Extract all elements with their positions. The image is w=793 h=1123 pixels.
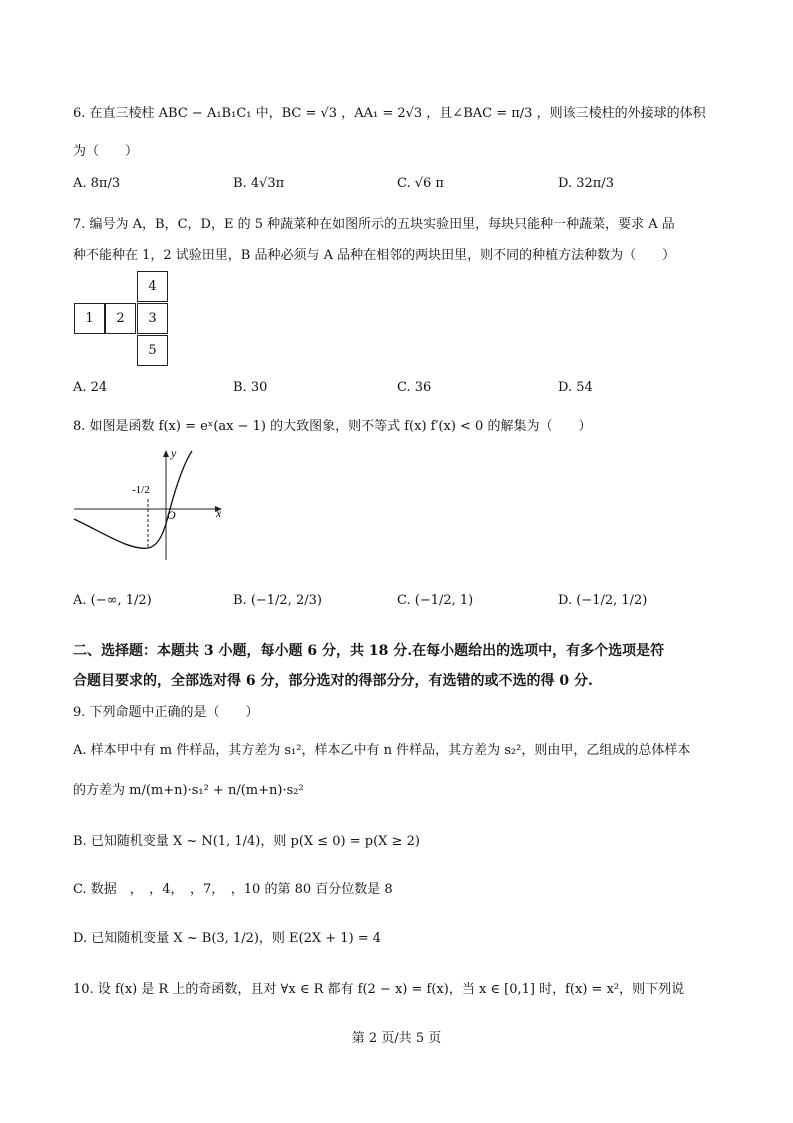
q7-option-c: C. 36: [397, 380, 432, 395]
q7-option-d: D. 54: [558, 380, 593, 395]
q6-stem-line1: 6. 在直三棱柱 ABC − A₁B₁C₁ 中，BC = √3 ，AA₁ = 2√3 ，且∠BAC = π/3 ，则该三棱柱的外接球的体积: [73, 106, 706, 121]
grid-cell-4: 4: [137, 271, 168, 302]
q9-option-c: C. 数据 ， ，4， ，7， ，10 的第 80 百分位数是 8: [73, 882, 393, 897]
q9-stem: 9. 下列命题中正确的是（ ）: [73, 705, 259, 720]
q7-stem-line2: 种不能种在 1，2 试验田里，B 品种必须与 A 品种在相邻的两块田里，则不同的种植方法种数为（ ）: [73, 248, 676, 263]
q8-option-b: B. (−1/2, 2/3): [233, 593, 322, 608]
q6-option-b: B. 4√3π: [233, 176, 285, 191]
page-footer: 第 2 页/共 5 页: [351, 1031, 442, 1046]
y-label: y: [171, 446, 177, 460]
q8-option-c: C. (−1/2, 1): [397, 593, 474, 608]
q8-function-graph: [70, 445, 230, 565]
q6-option-a: A. 8π/3: [73, 176, 121, 191]
q9-option-d: D. 已知随机变量 X ~ B(3, 1/2)，则 E(2X + 1) = 4: [73, 931, 382, 946]
section2-heading-line1: 二、选择题：本题共 3 小题，每小题 6 分，共 18 分.在每小题给出的选项中，有多个选项是符: [73, 643, 665, 659]
grid-cell-3: 3: [137, 303, 168, 334]
q7-option-b: B. 30: [233, 380, 268, 395]
origin-label: O: [167, 508, 176, 522]
q8-option-d: D. (−1/2, 1/2): [558, 593, 648, 608]
q8-option-a: A. (−∞, 1/2): [73, 593, 152, 608]
y-axis-arrow: [163, 450, 169, 457]
grid-cell-5: 5: [137, 335, 168, 366]
q6-option-d: D. 32π/3: [558, 176, 614, 191]
function-curve: [74, 451, 192, 548]
q6-option-c: C. √6 π: [397, 176, 444, 191]
q6-stem-line2: 为（ ）: [73, 144, 139, 159]
q8-stem-line1: 8. 如图是函数 f(x) = eˣ(ax − 1) 的大致图象，则不等式 f(x) f′(x) < 0 的解集为（ ）: [73, 419, 592, 434]
section2-heading-line2: 合题目要求的，全部选对得 6 分，部分选对的得部分分，有选错的或不选的得 0 分.: [73, 673, 593, 689]
q9-option-a-line2: 的方差为 m/(m+n)·s₁² + n/(m+n)·s₂²: [73, 783, 304, 798]
q10-stem-line1: 10. 设 f(x) 是 R 上的奇函数，且对 ∀x ∈ R 都有 f(2 − x) = f(x)，当 x ∈ [0,1] 时，f(x) = x²，则下列说: [73, 982, 685, 997]
mark-label: -1/2: [132, 484, 150, 496]
q7-stem-line1: 7. 编号为 A，B，C，D，E 的 5 种蔬菜种在如图所示的五块实验田里，每块只能种一种蔬菜，要求 A 品: [73, 217, 675, 232]
q9-option-a-line1: A. 样本甲中有 m 件样品，其方差为 s₁²，样本乙中有 n 件样品，其方差为 s₂²，则由甲，乙组成的总体样本: [73, 743, 691, 758]
x-label: x: [216, 506, 222, 520]
grid-cell-2: 2: [105, 303, 136, 334]
grid-cell-1: 1: [74, 303, 105, 334]
q7-option-a: A. 24: [73, 380, 108, 395]
q9-option-b: B. 已知随机变量 X ~ N(1, 1/4)，则 p(X ≤ 0) = p(X ≥ 2): [73, 834, 420, 849]
